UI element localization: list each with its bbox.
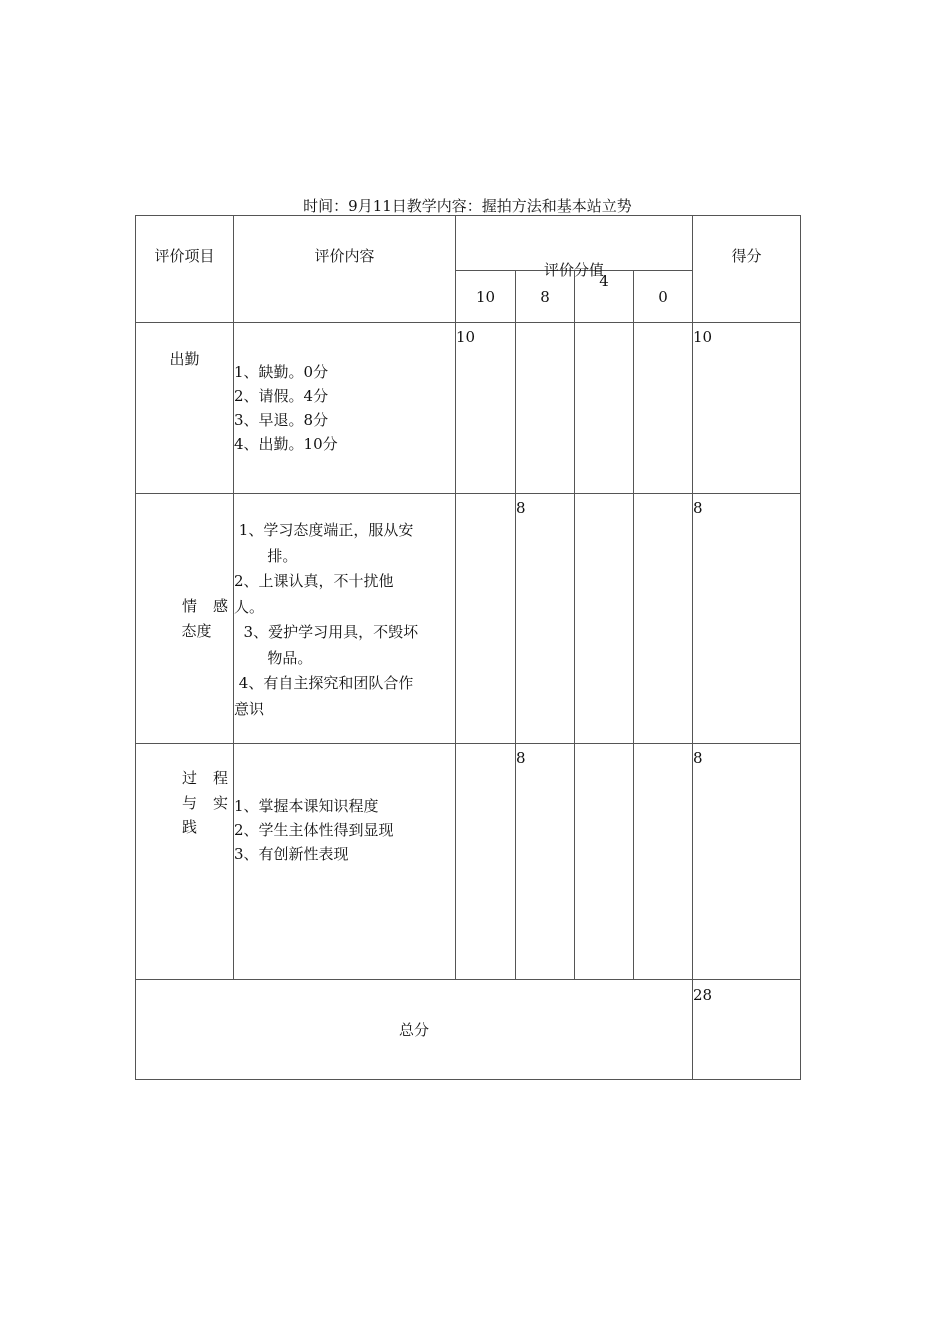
content-line: 1、掌握本课知识程度 <box>234 797 379 815</box>
mark-8-value: 8 <box>516 749 526 767</box>
header-values-label: 评价分值 <box>544 261 605 279</box>
table-row-attitude <box>136 494 801 744</box>
total-score-value: 28 <box>693 986 713 1004</box>
item-attitude-line: 情 感 <box>182 597 228 615</box>
content-line: 3、早退。8分 <box>234 411 329 429</box>
content-line: 3、有创新性表现 <box>234 845 349 863</box>
score-cell <box>693 323 801 494</box>
level-10-header <box>456 271 516 323</box>
mark-4-cell <box>575 494 634 744</box>
header-content-label: 评价内容 <box>314 247 375 265</box>
item-attitude <box>136 494 234 744</box>
mark-10-value: 10 <box>456 328 476 346</box>
mark-10-cell <box>456 744 516 980</box>
mark-4-cell <box>575 323 634 494</box>
content-line: 2、上课认真，不十扰他 <box>234 572 394 590</box>
score-cell <box>693 744 801 980</box>
mark-8-cell <box>516 744 575 980</box>
level-4-label: 4 <box>599 271 609 290</box>
level-8-label: 8 <box>540 287 550 306</box>
mark-8-cell <box>516 494 575 744</box>
item-process-line: 践 <box>182 818 198 836</box>
content-line: 2、请假。4分 <box>234 387 329 405</box>
item-process-line: 与 实 <box>182 793 228 812</box>
mark-0-cell <box>634 744 693 980</box>
level-0-header <box>634 271 693 323</box>
score-value: 10 <box>693 328 713 346</box>
mark-0-cell <box>634 494 693 744</box>
score-value: 8 <box>693 499 703 517</box>
score-cell <box>693 494 801 744</box>
total-label: 总分 <box>399 1020 430 1039</box>
content-attendance <box>234 323 456 494</box>
header-score-label: 得分 <box>731 247 762 265</box>
content-line: 排。 <box>234 546 298 565</box>
evaluation-table <box>135 215 801 1080</box>
table-row-total <box>136 980 801 1080</box>
mark-0-cell <box>634 323 693 494</box>
item-attendance <box>136 323 234 494</box>
table-row-process <box>136 744 801 980</box>
mark-8-value: 8 <box>516 499 526 517</box>
content-line: 3、爱护学习用具，不毁坏 <box>234 623 419 641</box>
level-8-header <box>516 271 575 323</box>
header-item-cell <box>136 216 234 323</box>
total-score-cell <box>693 980 801 1080</box>
content-line: 1、缺勤。0分 <box>234 363 329 381</box>
content-line: 1、学习态度端正，服从安 <box>234 521 414 539</box>
level-10-label: 10 <box>475 287 496 306</box>
content-attitude <box>234 494 456 744</box>
content-line: 4、出勤。10分 <box>234 435 338 453</box>
document-title: 时间：9月11日教学内容：握拍方法和基本站立势 <box>303 197 632 215</box>
level-4-header <box>575 271 634 323</box>
content-line: 意识 <box>234 699 265 718</box>
header-content-cell <box>234 216 456 323</box>
header-row <box>136 216 801 271</box>
table-row-attendance <box>136 323 801 494</box>
mark-8-cell <box>516 323 575 494</box>
header-item-label: 评价项目 <box>154 247 215 265</box>
item-attendance-label: 出勤 <box>169 350 200 368</box>
content-line: 4、有自主探究和团队合作 <box>234 674 414 692</box>
header-values-cell <box>456 216 693 279</box>
mark-4-cell <box>575 744 634 980</box>
content-line: 物品。 <box>234 648 313 667</box>
mark-10-cell <box>456 494 516 744</box>
item-process <box>136 744 234 980</box>
header-score-cell <box>693 216 801 323</box>
item-attitude-line: 态度 <box>181 622 212 640</box>
total-label-cell <box>136 980 693 1080</box>
score-value: 8 <box>693 749 703 767</box>
mark-10-cell <box>456 323 516 494</box>
content-line: 人。 <box>234 597 265 616</box>
content-line: 2、学生主体性得到显现 <box>234 821 394 839</box>
content-process <box>234 744 456 980</box>
level-0-label: 0 <box>658 287 668 306</box>
item-process-line: 过 程 <box>182 769 228 787</box>
